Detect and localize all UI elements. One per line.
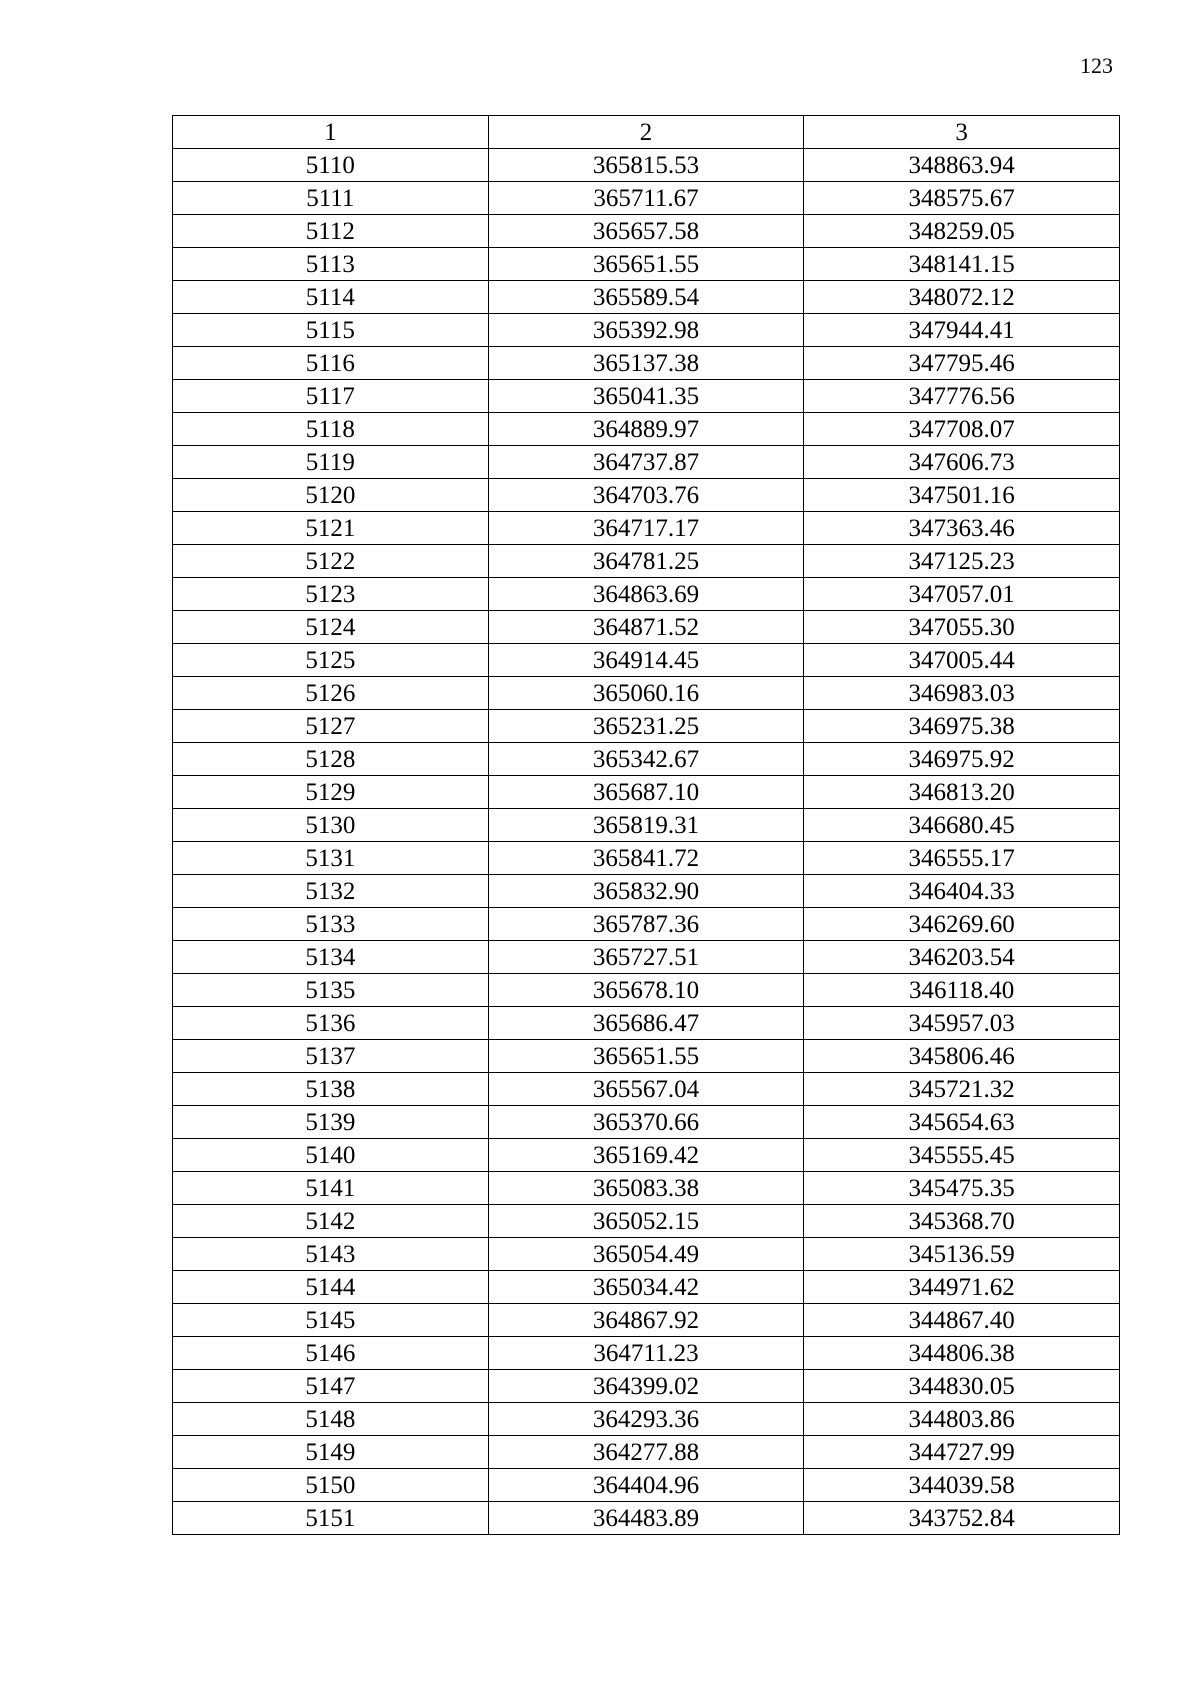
point-number-cell: 5118 xyxy=(173,413,489,446)
y-coordinate-cell: 346203.54 xyxy=(804,941,1120,974)
y-coordinate-cell: 348575.67 xyxy=(804,182,1120,215)
y-coordinate-cell: 347363.46 xyxy=(804,512,1120,545)
y-coordinate-cell: 344803.86 xyxy=(804,1403,1120,1436)
y-coordinate-cell: 347501.16 xyxy=(804,479,1120,512)
x-coordinate-cell: 364277.88 xyxy=(488,1436,804,1469)
table-row xyxy=(173,842,1120,875)
table-row xyxy=(173,710,1120,743)
y-coordinate-cell: 345721.32 xyxy=(804,1073,1120,1106)
point-number-cell: 5141 xyxy=(173,1172,489,1205)
y-coordinate-cell: 344806.38 xyxy=(804,1337,1120,1370)
point-number-cell: 5128 xyxy=(173,743,489,776)
point-number-cell: 5145 xyxy=(173,1304,489,1337)
y-coordinate-cell: 347057.01 xyxy=(804,578,1120,611)
x-coordinate-cell: 365231.25 xyxy=(488,710,804,743)
x-coordinate-cell: 364293.36 xyxy=(488,1403,804,1436)
y-coordinate-cell: 345475.35 xyxy=(804,1172,1120,1205)
y-coordinate-cell: 347606.73 xyxy=(804,446,1120,479)
y-coordinate-cell: 348072.12 xyxy=(804,281,1120,314)
y-coordinate-cell: 345555.45 xyxy=(804,1139,1120,1172)
table-row xyxy=(173,1205,1120,1238)
x-coordinate-cell: 365034.42 xyxy=(488,1271,804,1304)
point-number-cell: 5116 xyxy=(173,347,489,380)
table-row xyxy=(173,1139,1120,1172)
point-number-cell: 5112 xyxy=(173,215,489,248)
table-row xyxy=(173,1337,1120,1370)
table-row xyxy=(173,248,1120,281)
x-coordinate-cell: 364404.96 xyxy=(488,1469,804,1502)
y-coordinate-cell: 347005.44 xyxy=(804,644,1120,677)
point-number-cell: 5137 xyxy=(173,1040,489,1073)
y-coordinate-cell: 345806.46 xyxy=(804,1040,1120,1073)
y-coordinate-cell: 344039.58 xyxy=(804,1469,1120,1502)
point-number-cell: 5142 xyxy=(173,1205,489,1238)
table-row xyxy=(173,413,1120,446)
point-number-cell: 5139 xyxy=(173,1106,489,1139)
point-number-cell: 5133 xyxy=(173,908,489,941)
x-coordinate-cell: 365060.16 xyxy=(488,677,804,710)
x-coordinate-cell: 364914.45 xyxy=(488,644,804,677)
y-coordinate-cell: 346404.33 xyxy=(804,875,1120,908)
x-coordinate-cell: 365137.38 xyxy=(488,347,804,380)
point-number-cell: 5148 xyxy=(173,1403,489,1436)
table-row xyxy=(173,776,1120,809)
x-coordinate-cell: 365054.49 xyxy=(488,1238,804,1271)
x-coordinate-cell: 365687.10 xyxy=(488,776,804,809)
x-coordinate-cell: 365651.55 xyxy=(488,248,804,281)
x-coordinate-cell: 365567.04 xyxy=(488,1073,804,1106)
point-number-cell: 5121 xyxy=(173,512,489,545)
point-number-cell: 5117 xyxy=(173,380,489,413)
y-coordinate-cell: 344867.40 xyxy=(804,1304,1120,1337)
table-row xyxy=(173,1502,1120,1535)
x-coordinate-cell: 365678.10 xyxy=(488,974,804,1007)
point-number-cell: 5132 xyxy=(173,875,489,908)
point-number-cell: 5143 xyxy=(173,1238,489,1271)
x-coordinate-cell: 364711.23 xyxy=(488,1337,804,1370)
table-row xyxy=(173,479,1120,512)
y-coordinate-cell: 346269.60 xyxy=(804,908,1120,941)
point-number-cell: 5138 xyxy=(173,1073,489,1106)
table-row xyxy=(173,281,1120,314)
y-coordinate-cell: 346118.40 xyxy=(804,974,1120,1007)
table-row xyxy=(173,1238,1120,1271)
y-coordinate-cell: 346680.45 xyxy=(804,809,1120,842)
y-coordinate-cell: 345654.63 xyxy=(804,1106,1120,1139)
table-row xyxy=(173,644,1120,677)
point-number-cell: 5119 xyxy=(173,446,489,479)
y-coordinate-cell: 346555.17 xyxy=(804,842,1120,875)
table-row xyxy=(173,446,1120,479)
x-coordinate-cell: 365727.51 xyxy=(488,941,804,974)
y-coordinate-cell: 346983.03 xyxy=(804,677,1120,710)
x-coordinate-cell: 364871.52 xyxy=(488,611,804,644)
point-number-cell: 5113 xyxy=(173,248,489,281)
y-coordinate-cell: 346975.92 xyxy=(804,743,1120,776)
point-number-cell: 5131 xyxy=(173,842,489,875)
x-coordinate-cell: 364483.89 xyxy=(488,1502,804,1535)
point-number-cell: 5135 xyxy=(173,974,489,1007)
table-row xyxy=(173,1106,1120,1139)
x-coordinate-cell: 365342.67 xyxy=(488,743,804,776)
point-number-cell: 5114 xyxy=(173,281,489,314)
x-coordinate-cell: 364703.76 xyxy=(488,479,804,512)
point-number-cell: 5130 xyxy=(173,809,489,842)
point-number-cell: 5125 xyxy=(173,644,489,677)
x-coordinate-cell: 365657.58 xyxy=(488,215,804,248)
point-number-cell: 5123 xyxy=(173,578,489,611)
x-coordinate-cell: 365787.36 xyxy=(488,908,804,941)
point-number-cell: 5120 xyxy=(173,479,489,512)
point-number-cell: 5150 xyxy=(173,1469,489,1502)
y-coordinate-cell: 347125.23 xyxy=(804,545,1120,578)
point-number-cell: 5149 xyxy=(173,1436,489,1469)
x-coordinate-cell: 365370.66 xyxy=(488,1106,804,1139)
x-coordinate-cell: 365819.31 xyxy=(488,809,804,842)
table-row xyxy=(173,743,1120,776)
y-coordinate-cell: 345957.03 xyxy=(804,1007,1120,1040)
y-coordinate-cell: 346813.20 xyxy=(804,776,1120,809)
y-coordinate-cell: 345136.59 xyxy=(804,1238,1120,1271)
x-coordinate-cell: 364889.97 xyxy=(488,413,804,446)
table-row xyxy=(173,908,1120,941)
x-coordinate-cell: 365392.98 xyxy=(488,314,804,347)
point-number-cell: 5144 xyxy=(173,1271,489,1304)
x-coordinate-cell: 365815.53 xyxy=(488,149,804,182)
coordinates-table xyxy=(172,115,1120,1535)
x-coordinate-cell: 365686.47 xyxy=(488,1007,804,1040)
page-number: 123 xyxy=(1080,53,1113,78)
point-number-cell: 5134 xyxy=(173,941,489,974)
table-row xyxy=(173,314,1120,347)
point-number-cell: 5151 xyxy=(173,1502,489,1535)
table-row xyxy=(173,512,1120,545)
x-coordinate-cell: 365083.38 xyxy=(488,1172,804,1205)
point-number-cell: 5140 xyxy=(173,1139,489,1172)
table-row xyxy=(173,347,1120,380)
y-coordinate-cell: 347795.46 xyxy=(804,347,1120,380)
table-row xyxy=(173,380,1120,413)
y-coordinate-cell: 345368.70 xyxy=(804,1205,1120,1238)
table-row xyxy=(173,149,1120,182)
table-row xyxy=(173,611,1120,644)
x-coordinate-cell: 364867.92 xyxy=(488,1304,804,1337)
x-coordinate-cell: 364863.69 xyxy=(488,578,804,611)
x-coordinate-cell: 364717.17 xyxy=(488,512,804,545)
table-row xyxy=(173,545,1120,578)
y-coordinate-cell: 347944.41 xyxy=(804,314,1120,347)
y-coordinate-cell: 344727.99 xyxy=(804,1436,1120,1469)
x-coordinate-cell: 365841.72 xyxy=(488,842,804,875)
x-coordinate-cell: 364399.02 xyxy=(488,1370,804,1403)
x-coordinate-cell: 365052.15 xyxy=(488,1205,804,1238)
point-number-cell: 5129 xyxy=(173,776,489,809)
x-coordinate-cell: 365711.67 xyxy=(488,182,804,215)
table-row xyxy=(173,215,1120,248)
table-header-row xyxy=(173,116,1120,149)
point-number-cell: 5147 xyxy=(173,1370,489,1403)
x-coordinate-cell: 365169.42 xyxy=(488,1139,804,1172)
x-coordinate-cell: 365589.54 xyxy=(488,281,804,314)
table-row xyxy=(173,1271,1120,1304)
table-row xyxy=(173,1073,1120,1106)
y-coordinate-cell: 347055.30 xyxy=(804,611,1120,644)
table-row xyxy=(173,875,1120,908)
x-coordinate-cell: 365651.55 xyxy=(488,1040,804,1073)
y-coordinate-cell: 347708.07 xyxy=(804,413,1120,446)
y-coordinate-cell: 347776.56 xyxy=(804,380,1120,413)
header-cell-2: 2 xyxy=(488,116,804,149)
table-row xyxy=(173,182,1120,215)
x-coordinate-cell: 364781.25 xyxy=(488,545,804,578)
table-row xyxy=(173,1436,1120,1469)
point-number-cell: 5126 xyxy=(173,677,489,710)
point-number-cell: 5127 xyxy=(173,710,489,743)
table-row xyxy=(173,1469,1120,1502)
table-row xyxy=(173,1172,1120,1205)
table-row xyxy=(173,677,1120,710)
x-coordinate-cell: 365832.90 xyxy=(488,875,804,908)
table-row xyxy=(173,1304,1120,1337)
point-number-cell: 5124 xyxy=(173,611,489,644)
point-number-cell: 5111 xyxy=(173,182,489,215)
table-body xyxy=(173,116,1120,1535)
y-coordinate-cell: 343752.84 xyxy=(804,1502,1120,1535)
y-coordinate-cell: 344830.05 xyxy=(804,1370,1120,1403)
x-coordinate-cell: 365041.35 xyxy=(488,380,804,413)
header-cell-1: 1 xyxy=(173,116,489,149)
table-row xyxy=(173,941,1120,974)
table-row xyxy=(173,1007,1120,1040)
y-coordinate-cell: 348863.94 xyxy=(804,149,1120,182)
x-coordinate-cell: 364737.87 xyxy=(488,446,804,479)
header-cell-3: 3 xyxy=(804,116,1120,149)
table-row xyxy=(173,578,1120,611)
table-row xyxy=(173,809,1120,842)
point-number-cell: 5136 xyxy=(173,1007,489,1040)
point-number-cell: 5122 xyxy=(173,545,489,578)
table-row xyxy=(173,1403,1120,1436)
point-number-cell: 5115 xyxy=(173,314,489,347)
table-row xyxy=(173,1370,1120,1403)
y-coordinate-cell: 344971.62 xyxy=(804,1271,1120,1304)
table-row xyxy=(173,1040,1120,1073)
table-row xyxy=(173,974,1120,1007)
y-coordinate-cell: 346975.38 xyxy=(804,710,1120,743)
point-number-cell: 5146 xyxy=(173,1337,489,1370)
y-coordinate-cell: 348141.15 xyxy=(804,248,1120,281)
y-coordinate-cell: 348259.05 xyxy=(804,215,1120,248)
point-number-cell: 5110 xyxy=(173,149,489,182)
